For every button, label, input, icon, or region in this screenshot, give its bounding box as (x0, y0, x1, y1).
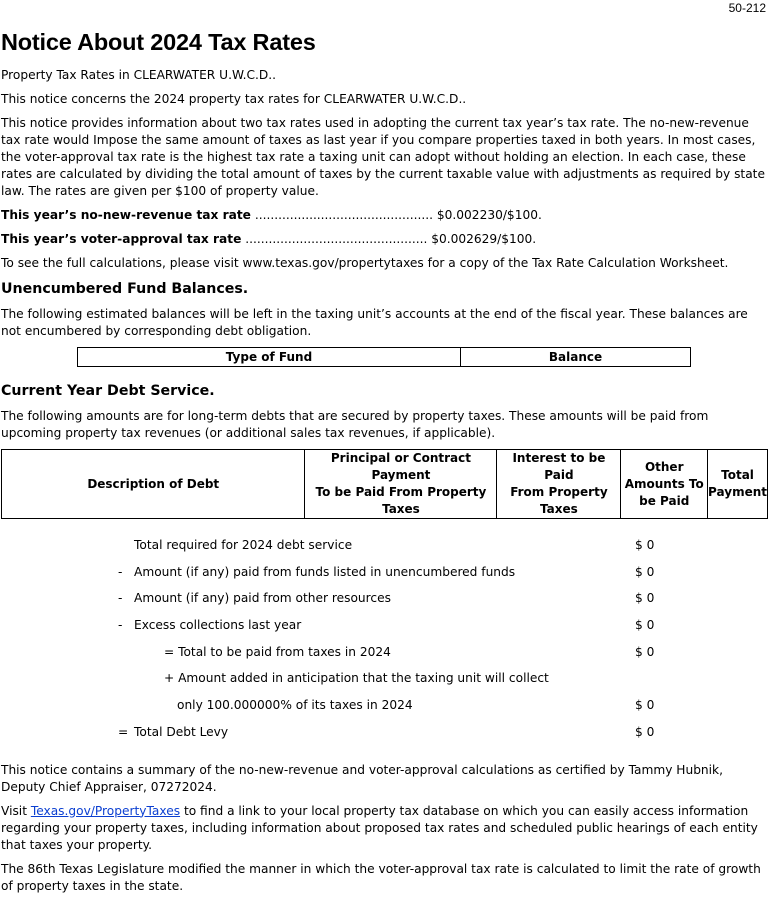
other-amounts-header (621, 450, 708, 519)
total-required-label: Total required for 2024 debt service (134, 538, 353, 552)
principal-header-line1: Principal or Contract Payment (330, 451, 471, 482)
subtitle: Property Tax Rates in CLEARWATER U.W.C.D.. (1, 68, 276, 82)
debt-service-table (1, 449, 768, 519)
type-of-fund-header: Type of Fund (78, 348, 461, 367)
total-payment-header (708, 450, 768, 519)
other-header-line3: be Paid (639, 493, 690, 508)
voter-approval-rate-line (1, 231, 767, 248)
collect-value: $ 0 (635, 698, 655, 713)
page-title: Notice About 2024 Tax Rates (1, 29, 316, 55)
minus-sign: - (118, 564, 123, 579)
no-new-revenue-rate-line (1, 207, 767, 224)
unencumbered-heading: Unencumbered Fund Balances. (1, 281, 249, 297)
equals-sign: = (118, 724, 129, 739)
principal-header-line2: To be Paid From Property Taxes (315, 485, 487, 516)
total-required-row (1, 537, 767, 564)
total-header-line1: Total (721, 468, 754, 482)
taxes-total-label: = Total to be paid from taxes in 2024 (164, 644, 391, 659)
voter-approval-value: $0.002629/$100. (427, 232, 537, 246)
debt-service-heading: Current Year Debt Service. (1, 383, 215, 399)
minus-sign: - (118, 591, 123, 606)
visit-suffix: to find a link to your local property tax database on which you can easily access information regarding your property taxes, including information about proposed tax rates and scheduled public hearings of each entity that taxes your property. (1, 803, 758, 852)
debt-levy-calculation (1, 537, 767, 751)
unencumbered-paid-label: Amount (if any) paid from funds listed in unencumbered funds (134, 564, 516, 579)
excess-collections-value: $ 0 (635, 618, 655, 633)
taxes-total-value: $ 0 (635, 644, 655, 659)
voter-approval-dots: ............................................... (241, 232, 428, 246)
anticipation-label: + Amount added in anticipation that the taxing unit will collect (164, 671, 549, 686)
collect-label: only 100.000000% of its taxes in 2024 (177, 698, 413, 713)
no-new-revenue-dots: .............................................. (250, 208, 434, 222)
other-header-line2: Amounts To (624, 476, 704, 491)
form-number: 50-212 (728, 1, 766, 15)
balance-header: Balance (461, 348, 691, 367)
interest-header (497, 450, 621, 519)
description-of-debt-header: Description of Debt (2, 450, 305, 519)
table-header-row (2, 450, 768, 519)
excess-collections-label: Excess collections last year (134, 618, 302, 633)
voter-approval-label: This year’s voter-approval tax rate (1, 232, 242, 246)
visit-paragraph (1, 803, 767, 854)
texas-property-taxes-link[interactable]: Texas.gov/PropertyTaxes (30, 803, 181, 818)
no-new-revenue-label: This year’s no-new-revenue tax rate (1, 208, 251, 222)
minus-sign: - (118, 618, 123, 633)
other-resources-label: Amount (if any) paid from other resources (134, 591, 391, 606)
unencumbered-fund-table (77, 347, 691, 367)
unencumbered-text: The following estimated balances will be left in the taxing unit’s accounts at the end of the fiscal year. These balances are not encumbered by corresponding debt obligation. (1, 307, 748, 338)
principal-header (305, 450, 497, 519)
total-header-line2: Payment (708, 485, 767, 499)
taxes-total-row (1, 644, 767, 671)
other-header-line1: Other (644, 459, 684, 474)
total-debt-levy-value: $ 0 (635, 724, 655, 739)
interest-header-line2: From Property Taxes (510, 485, 608, 516)
calculation-info: To see the full calculations, please visit www.texas.gov/propertytaxes for a copy of the Tax Rate Calculation Worksheet. (1, 256, 729, 270)
excess-collections-row (1, 617, 767, 644)
total-debt-levy-label: Total Debt Levy (134, 724, 229, 739)
collect-row (1, 697, 767, 724)
unencumbered-paid-value: $ 0 (635, 564, 655, 579)
table-header-row (78, 348, 691, 367)
other-resources-row (1, 590, 767, 617)
concerns-text: This notice concerns the 2024 property tax rates for CLEARWATER U.W.C.D.. (1, 92, 467, 106)
total-debt-levy-row (1, 724, 767, 751)
intro-paragraph: This notice provides information about two tax rates used in adopting the current tax year’s tax rate. The no-new-revenue tax rate would Impose the same amount of taxes as last year if you compare properties taxed in both years. In most cases, the voter-approval tax rate is the highest tax rate a taxing unit can adopt without holding an election. In each case, these rates are calculated by dividing the total amount of taxes by the current taxable value with adjustments as required by state law. The rates are given per $100 of property value. (1, 116, 765, 198)
no-new-revenue-value: $0.002230/$100. (433, 208, 542, 222)
legislature-paragraph: The 86th Texas Legislature modified the manner in which the voter-approval tax rate is calculated to limit the rate of growth of property taxes in the state. (1, 861, 761, 893)
debt-service-text: The following amounts are for long-term debts that are secured by property taxes. These amounts will be paid from upcoming property tax revenues (or additional sales tax revenues, if applicable). (1, 409, 709, 440)
interest-header-line1: Interest to be Paid (512, 451, 606, 482)
notice-page (1, 26, 767, 902)
total-required-value: $ 0 (635, 538, 655, 552)
anticipation-row (1, 670, 767, 697)
summary-paragraph: This notice contains a summary of the no-new-revenue and voter-approval calculations as certified by Tammy Hubnik, Deputy Chief Appraiser, 07272024. (1, 762, 723, 794)
unencumbered-paid-row (1, 564, 767, 591)
visit-prefix: Visit (1, 803, 31, 818)
other-resources-value: $ 0 (635, 591, 655, 606)
